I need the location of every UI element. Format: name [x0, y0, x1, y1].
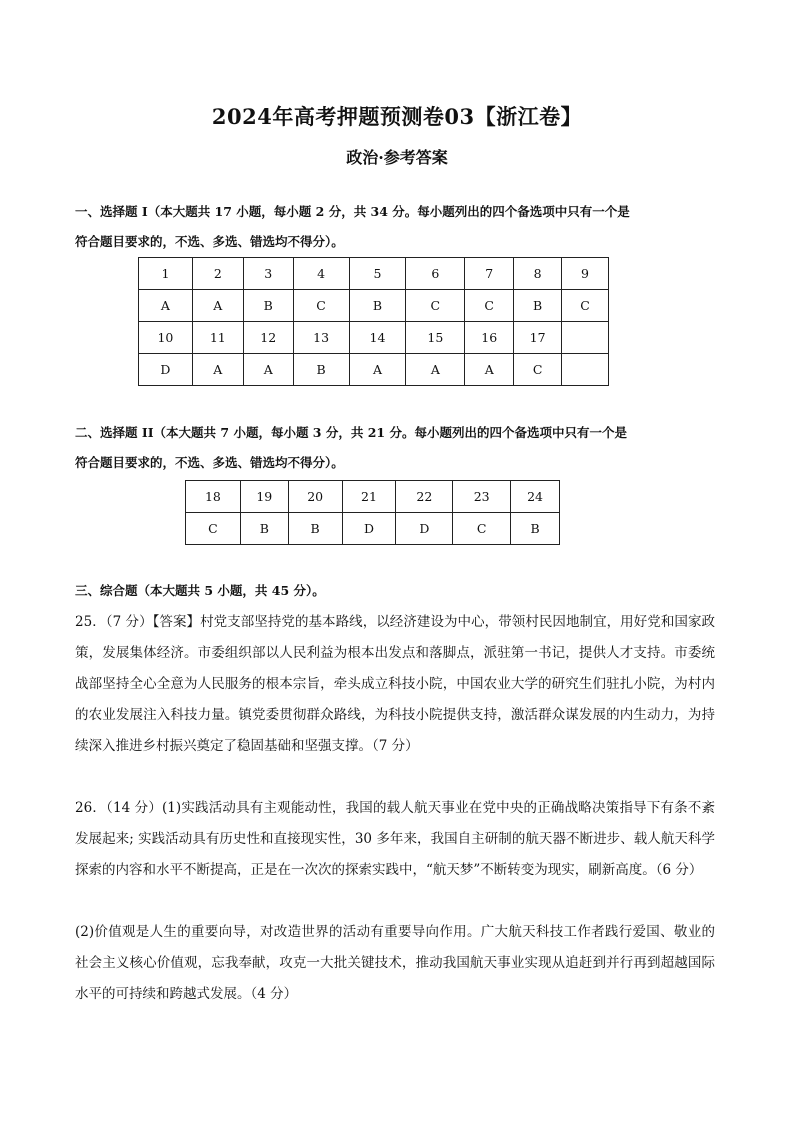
section2-heading	[75, 418, 705, 478]
answer-cell: D	[396, 513, 453, 545]
section1-heading	[75, 197, 705, 257]
question-number: 20	[288, 481, 342, 513]
answer-cell: A	[465, 354, 514, 386]
question-number: 24	[511, 481, 560, 513]
question-number: 23	[453, 481, 511, 513]
answer-cell: B	[288, 513, 342, 545]
table-row	[139, 258, 609, 290]
answer-cell: B	[349, 290, 406, 322]
question-26-part2: (2)价值观是人生的重要向导，对改造世界的活动有重要导向作用。广大航天科技工作者践行爱国、敬业的社会主义核心价值观，忘我奉献，攻克一大批关键技术，推动我国航天事业实现从追赶到并行再到超越国际水平的可持续和跨越式发展。（4 分）	[75, 924, 715, 1002]
section2-line2: 符合题目要求的，不选、多选、错选均不得分）。	[75, 455, 344, 470]
answer-cell: A	[349, 354, 406, 386]
question-number: 17	[514, 322, 562, 354]
question-26-part1: 26．（14 分）(1)实践活动具有主观能动性，我国的载人航天事业在党中央的正确战略决策指导下有条不紊发展起来; 实践活动具有历史性和直接现实性，30 多年来，我国自主研制的航天器不断进步、载人航天科学探索的内容和水平不断提高，正是在一次次的探索实践中，“航天梦”不断转变为现实，刷新高度。（6 分）	[75, 800, 715, 878]
section1-line1: 一、选择题 I（本大题共 17 小题，每小题 2 分，共 34 分。每小题列出的四个备选项中只有一个是	[75, 204, 630, 219]
answer-cell: C	[293, 290, 349, 322]
question-25-answer: 25．（7 分）【答案】村党支部坚持党的基本路线，以经济建设为中心，带领村民因地制宜，用好党和国家政策，发展集体经济。市委组织部以人民利益为根本出发点和落脚点，派驻第一书记，提供人才支持。市委统战部坚持全心全意为人民服务的根本宗旨，牵头成立科技小院，中国农业大学的研究生们驻扎小院，为村内的农业发展注入科技力量。镇党委贯彻群众路线，为科技小院提供支持，激活群众谋发展的内生动力，为持续深入推进乡村振兴奠定了稳固基础和坚强支撑。（7 分）	[75, 614, 715, 754]
answer-cell: A	[406, 354, 465, 386]
answer-cell: B	[293, 354, 349, 386]
question-number: 19	[240, 481, 288, 513]
question-number: 2	[192, 258, 243, 290]
question-number: 5	[349, 258, 406, 290]
answer-cell: C	[186, 513, 241, 545]
section2-line1: 二、选择题 II（本大题共 7 小题，每小题 3 分，共 21 分。每小题列出的四个备选项中只有一个是	[75, 425, 627, 440]
answer-cell: B	[243, 290, 293, 322]
table-row	[139, 290, 609, 322]
question-number: 3	[243, 258, 293, 290]
table-row	[186, 513, 560, 545]
answer-cell: D	[139, 354, 193, 386]
table-row	[139, 322, 609, 354]
answer-cell: D	[342, 513, 396, 545]
answer-table-1	[138, 257, 609, 386]
answer-cell: B	[511, 513, 560, 545]
answer-cell	[562, 354, 609, 386]
question-number: 4	[293, 258, 349, 290]
question-number: 21	[342, 481, 396, 513]
table-row	[139, 354, 609, 386]
answer-cell: C	[406, 290, 465, 322]
page-subtitle: 政治·参考答案	[346, 148, 448, 167]
answer-cell: C	[453, 513, 511, 545]
answer-cell: A	[192, 290, 243, 322]
answer-cell: C	[465, 290, 514, 322]
question-number: 12	[243, 322, 293, 354]
question-number: 11	[192, 322, 243, 354]
question-number: 14	[349, 322, 406, 354]
answer-table-2	[185, 480, 560, 545]
question-number	[562, 322, 609, 354]
question-number: 9	[562, 258, 609, 290]
table-row	[186, 481, 560, 513]
answer-cell: C	[514, 354, 562, 386]
page-title: 2024年高考押题预测卷03【浙江卷】	[211, 104, 583, 129]
question-number: 7	[465, 258, 514, 290]
question-number: 6	[406, 258, 465, 290]
question-number: 1	[139, 258, 193, 290]
answer-cell: B	[240, 513, 288, 545]
question-number: 18	[186, 481, 241, 513]
question-number: 22	[396, 481, 453, 513]
answer-cell: A	[139, 290, 193, 322]
answer-cell: A	[192, 354, 243, 386]
question-number: 10	[139, 322, 193, 354]
question-number: 13	[293, 322, 349, 354]
question-number: 8	[514, 258, 562, 290]
question-number: 15	[406, 322, 465, 354]
question-number: 16	[465, 322, 514, 354]
answer-cell: C	[562, 290, 609, 322]
section1-line2: 符合题目要求的，不选、多选、错选均不得分）。	[75, 234, 344, 249]
section3-heading: 三、综合题（本大题共 5 小题，共 45 分）。	[75, 583, 325, 598]
answer-cell: B	[514, 290, 562, 322]
answer-cell: A	[243, 354, 293, 386]
